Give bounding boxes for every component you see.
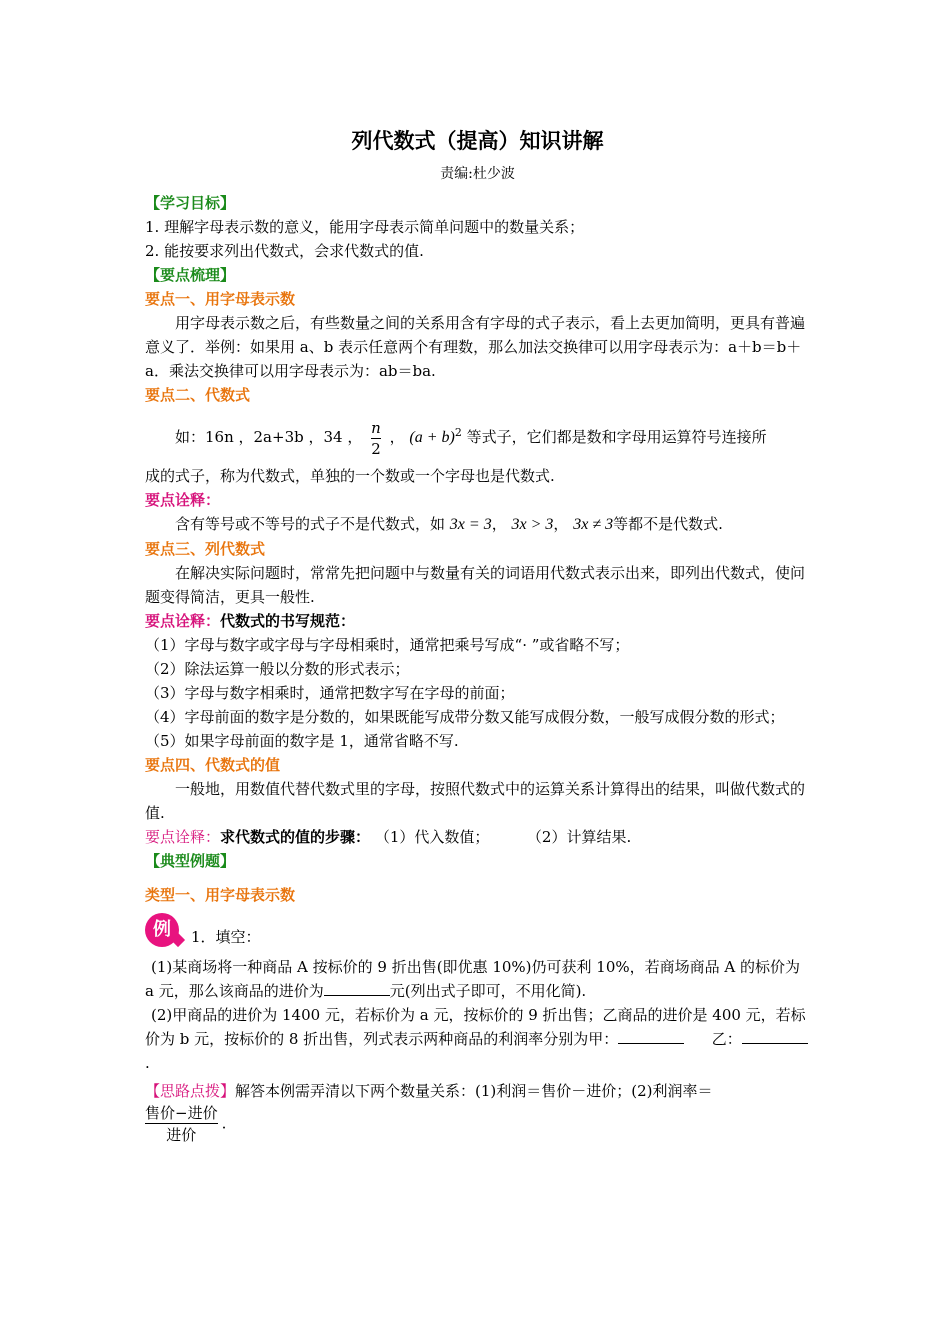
goal-item-2: 2. 能按要求列出代数式，会求代数式的值. — [145, 242, 424, 260]
rule-2: （2）除法运算一般以分数的形式表示； — [145, 660, 410, 678]
point4-text: 一般地，用数值代替代数式里的字母，按照代数式中的运算关系计算得出的结果，叫做代数式的值. — [145, 780, 806, 822]
example-1-label: 1．填空： — [191, 928, 261, 946]
example-badge-icon: 例 — [145, 913, 179, 947]
document-page — [145, 125, 810, 1146]
hint-fraction-denominator: 进价 — [166, 1126, 197, 1144]
rule-5: （5）如果字母前面的数字是 1，通常省略不写. — [145, 732, 459, 750]
point4-note-bold: 求代数式的值的步骤： — [220, 828, 371, 846]
point3-text: 在解决实际问题时，常常先把问题中与数量有关的词语用代数式表示出来，即列出代数式，使问题变得简洁，更具一般性. — [145, 564, 806, 606]
rule-3: （3）字母与数字相乘时，通常把数字写在字母的前面； — [145, 684, 515, 702]
point2-separator: ， — [389, 428, 405, 446]
point4-note-title: 要点诠释： — [145, 828, 221, 846]
point3-note-bold: 代数式的书写规范： — [220, 612, 356, 630]
math-3x-ne-3: 3x ≠ 3 — [573, 516, 614, 533]
expr-exponent: 2 — [454, 426, 462, 439]
q2-end: . — [145, 1054, 150, 1072]
points-header: 【要点梳理】 — [145, 266, 236, 284]
hint-title: 【思路点拨】 — [145, 1082, 236, 1100]
q1-text: (1)某商场将一种商品 A 按标价的 9 折出售(即优惠 10%)仍可获利 10%，若商场商品 A 的标价为 a 元，那么该商品的进价为 — [145, 958, 800, 1000]
examples-header: 【典型例题】 — [145, 852, 236, 870]
math-3x-gt-3: 3x > 3 — [511, 516, 554, 533]
point2-note-text: 含有等号或不等号的式子不是代数式，如 — [175, 515, 446, 533]
expr-a-plus-b: (a + b) — [409, 429, 455, 446]
point1-text: 用字母表示数之后，有些数量之间的关系用含有字母的式子表示，看上去更加简明，更具有普遍意义了．举例：如果用 a、b 表示任意两个有理数，那么加法交换律可以用字母表示为：a＋b＝b＋a．乘法交换律可以用字母表示为：ab＝ba. — [145, 314, 806, 380]
point3-note — [145, 609, 810, 633]
point2-suffix: 等式子，它们都是数和字母用运算符号连接所 — [466, 428, 767, 446]
note-sep-1: ， — [491, 515, 507, 533]
point3-note-title: 要点诠释： — [145, 612, 221, 630]
q2-answer-blank-a[interactable] — [618, 1029, 684, 1044]
author-line: 责编:杜少波 — [440, 166, 515, 182]
point1-title: 要点一、用字母表示数 — [145, 290, 296, 308]
rule-1: （1）字母与数字或字母与字母相乘时，通常把乘号写成“· ”或省略不写； — [145, 636, 630, 654]
point2-examples — [145, 407, 810, 464]
q2-answer-blank-b[interactable] — [742, 1029, 808, 1044]
q2-text: (2)甲商品的进价为 1400 元，若标价为 a 元，按标价的 9 折出售；乙商品的进价是 400 元，若标价为 b 元，按标价的 8 折出售，列式表示两种商品的利润率分别为甲： — [145, 1006, 806, 1048]
point4-title: 要点四、代数式的值 — [145, 756, 281, 774]
hint-paragraph — [145, 1079, 810, 1103]
q2-label-b: 乙： — [711, 1030, 742, 1048]
fraction-numerator: n — [371, 418, 381, 437]
hint-end: . — [221, 1114, 227, 1133]
q1-answer-blank[interactable] — [324, 981, 390, 996]
fraction-denominator: 2 — [371, 439, 381, 458]
math-3x-eq-3: 3x = 3 — [449, 516, 492, 533]
point3-title: 要点三、列代数式 — [145, 540, 266, 558]
example-1-question-1 — [145, 955, 810, 1003]
hint-fraction — [145, 1103, 218, 1146]
goals-header: 【学习目标】 — [145, 194, 236, 212]
type1-title: 类型一、用字母表示数 — [145, 886, 296, 904]
example-1-question-2 — [145, 1003, 810, 1075]
point2-title: 要点二、代数式 — [145, 386, 251, 404]
example-1-header — [145, 911, 810, 949]
goal-item-1: 1. 理解字母表示数的意义，能用字母表示简单问题中的数量关系； — [145, 218, 585, 236]
point4-note — [145, 825, 810, 849]
point2-note-title: 要点诠释： — [145, 491, 221, 509]
point2-prefix: 如：16n ，2a+3b ，34 ， — [175, 428, 363, 446]
point4-step-2: （2）计算结果. — [526, 828, 632, 846]
point4-step-1: （1）代入数值； — [374, 828, 490, 846]
hint-text: 解答本例需弄清以下两个数量关系：(1)利润＝售价－进价；(2)利润率＝ — [235, 1082, 713, 1100]
point2-text: 成的式子，称为代数式，单独的一个数或一个字母也是代数式. — [145, 467, 555, 485]
hint-fraction-line — [145, 1103, 810, 1146]
hint-fraction-numerator: 售价−进价 — [145, 1104, 218, 1122]
point2-note — [145, 512, 810, 537]
rule-4: （4）字母前面的数字是分数的，如果既能写成带分数又能写成假分数，一般写成假分数的形式； — [145, 708, 785, 726]
q1-text-end: 元(列出式子即可，不用化简). — [389, 982, 587, 1000]
document-title: 列代数式（提高）知识讲解 — [351, 128, 604, 153]
point2-note-end: 等都不是代数式. — [613, 515, 723, 533]
fraction-n-over-2 — [371, 418, 381, 459]
note-sep-2: ， — [553, 515, 569, 533]
